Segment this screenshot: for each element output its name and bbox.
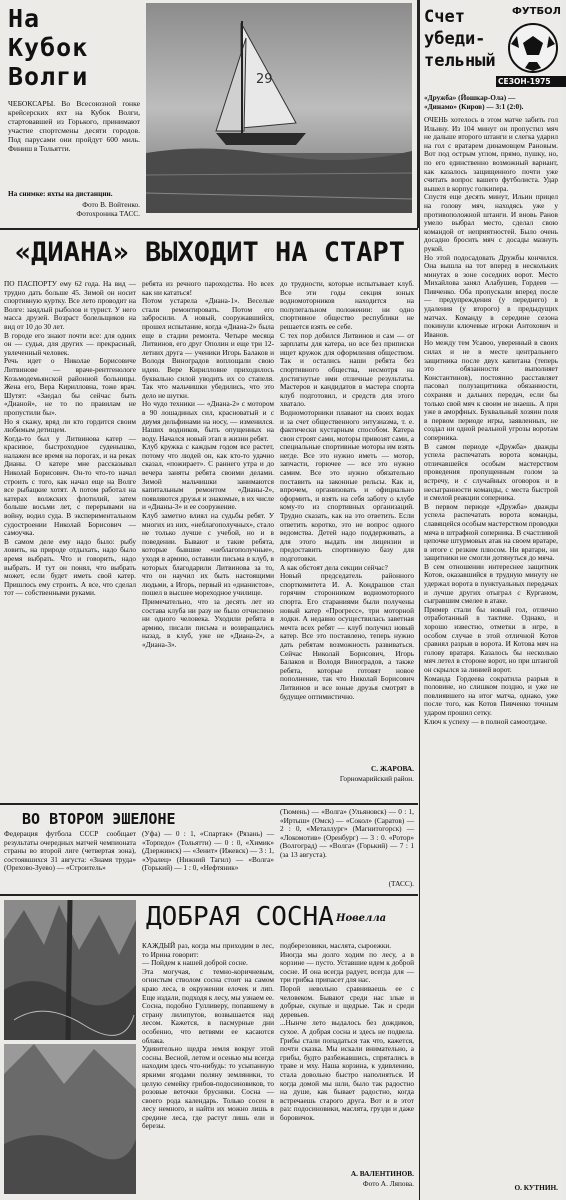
diana-headline: «ДИАНА» ВЫХОДИТ НА СТАРТ <box>14 237 406 268</box>
pine-tree-photo <box>4 900 136 1040</box>
football-season: СЕЗОН-1975 <box>496 76 566 87</box>
volga-title-line2: Кубок <box>8 33 89 62</box>
right-column-border <box>419 0 420 1200</box>
volga-headline <box>8 4 138 91</box>
volga-text: ЧЕБОКСАРЫ. Во Всесоюзной гонке крейсерских яхт на Кубок Волги, стартовавшей из Горького, принимают участие спортсмены десяти городов. Под парусами они пройдут 600 миль. Финиш в Тольятти. <box>8 99 142 153</box>
football-headline <box>424 6 510 72</box>
sosna-signature: А. ВАЛЕНТИНОВ. <box>350 1169 414 1178</box>
forest-photo <box>4 1044 136 1194</box>
football-ball-icon <box>507 22 559 74</box>
football-title-line3: тельный <box>424 51 496 71</box>
football-score-1: «Дружба» (Йошкар-Ола) — <box>424 93 516 102</box>
diana-place: Горномарийский район. <box>339 774 414 783</box>
football-title-line2: убеди- <box>424 29 486 49</box>
football-title-line1: Счет <box>424 7 465 27</box>
echelon-headline: ВО ВТОРОМ ЭШЕЛОНЕ <box>22 810 176 828</box>
diana-signature: С. ЖАРОВА. <box>371 764 414 773</box>
section-divider-2 <box>0 803 418 805</box>
sosna-genre: Новелла <box>336 913 387 924</box>
sosna-photo-credit: Фото А. Ляпова. <box>362 1179 414 1188</box>
volga-caption: На снимке: яхты на дистанции. <box>8 189 113 198</box>
volga-credit-1: Фото В. Войтенко. <box>82 200 140 209</box>
diana-column-3: до трудности, которые испытывает клуб. Все эти годы секция юных водномоторников находится на полулегальном положении: ни одно спортивное общество республики не решается взять ее себе. С тех пор добился Литвинов и сам — от зарплаты для катера, но все без приписки ищет кружок для оформления обществом. Так и остались наши ребята без спортивного общества, несмотря на достигнутые ими отличные результаты. Мастеров и кандидатов в мастера спорта клуб подготовил, и средств для этого хватало. Водномоторники плавают на своих водах и за счет общественного энтузиазма, т. е. фактически кустарным способом. Катера свои строят сами, моторы привозят сами, а специальные спортивные моторы им взять негде. Все это нужно иметь — мотор, запчасти, горючее — все это нужно самим. Все это нужно обязательно поставить на законные рельсы. Как и, впрочем, организовать и официально оформить, и взять на себя заботу о клубе кому-то из спортивных организаций. Трудно сказать, как на это ответить. Если ответить коротко, это не вопрос одного ведомства. Детей надо поддерживать, а для этого выдать им лицензии и предоставить спортивную базу для подготовки. А как обстоят дела секции сейчас? Новый председатель районного спорткомитета И. А. Кондрашов стал горячим сторонником водномоторного спорта. Его стараниями были получены новый катер «Прогресс», три моторной лодки. А недавно осуществилась заветная мечта всех ребят — клуб получил новый катер. Все это поставлено, теперь нужно дать ребятам возможность развиваться. Сейчас Николай Борисович, Игорь Балаков и Володя Виноградов, а также ребята, которые готовят новое пополнение, так что Николай Борисович Литвинов и все юные друзья смотрят в будущее оптимистично. <box>280 279 414 701</box>
echelon-source: (ТАСС). <box>388 879 414 888</box>
football-rubric: ФУТБОЛ <box>512 6 561 17</box>
diana-column-1: ПО ПАСПОРТУ ему 62 года. На вид — трудно дать больше 45. Зимой он носит спортивную куртку. Все лето проводит на Волге: заядлый рыболов и турист. У него масса друзей. Возраст болельщиков на вид от 10 до 30 лет. В городе его знают почти все: для одних он — судья, для других — прекрасный, увлеченный человек. Речь идет о Николае Борисовиче Литвинове — враче-рентгенологе Козьмодемьянской районной больницы. Жена его, Вера Кирилловна, тоже врач. Шутят: «Заедал бы сейчас быть «Дианой», не то по правилам не пропустили бы». Но я скажу, вряд ли кто гордится своим любимым детищем. Когда-то был у Литвинова катер — красивое, быстроходное суденышко, налажен все время на порогах, и на реках Дианы. О катере мне рассказывал Николай Борисович. Он-то что-то начал строить с того, как начал еще на Волге все рыбацкие хотят. А потом работал на катерах волжских флотилий, затем больше восьми лет, с перерывами на войну, водил суда. В экспериментальном судостроении Николай Борисович — самоучка. В самом деле ему надо было: рыбу ловить, на природе отдыхать, надо было время выбрать. Что и говорить, надо выбрать. И тут он понял, что выбрать может, если будет иметь свой катер. Пришлось ему строить. А все, что сделал тот — собственными руками. <box>4 279 136 598</box>
sailboat-photo <box>146 3 412 213</box>
football-signature: О. КУТНИН. <box>514 1183 558 1192</box>
volga-title-line3: Волги <box>8 62 89 91</box>
diana-column-2: ребята из речного пароходства. Но всех как ни кататься! Потом устарела «Диана-1». Веселые стали ремонтировать. Потом его забросили. А новый, сооружавшийся, прошел испытание, когда «Диана-2» была еще в стадии ремонта. Четыре месяца Литвинов, его друг Ополин и еще три 12-летних друга — ученики Игорь Балаков и Володя Виноградов воплощали свою идею. Вере Кирилловне приходилось буквально силой уводить их со стапеля. Так что мальчишки убедились, что это дело не шутки. Но чудо техники — «Диана-2» с мотором в 90 лошадиных сил, красноватый и с двумя дельфинами на носу, — изменился. Наших водников, быть опущенных на воду. Начался новый этап в жизни ребят. Клуб кружка с каждым годом все растет, потому что людей он, как кто-то удачно сказал, «пожирает». С раннего утра и до вечера заняты ребята своими делами. Зимой мальчишки занимаются капитальным ремонтом «Дианы-2», появляются друзья и знакомые, в их числе и «Дианы-3» и ее сооружение. Клуб заметно влиял на судьбы ребят. У многих из них, «неблагополучных», стало не только лучше с учебой, но и в поведении. Бывают и такие ребята, которые бывшие «неблагополучные», уходя в армию, оставили письма в клуб, в которых благодарили Литвинова за то, что он научил их быть настоящими людьми, а Игорь, первый из «дианистов», пошел в высшее мореходное училище. Примечательно, что за десять лет из состава клуба ни разу не было отчислено ни одного человека. Уходили ребята в армию, писали письма и возвращались назад, в клуб, уже не «Диана-2», а «Диана-3». <box>142 279 274 649</box>
svg-text:29: 29 <box>256 72 273 87</box>
volga-title-line1: На <box>8 4 41 33</box>
sosna-headline: ДОБРАЯ СОСНА <box>146 902 334 932</box>
volga-credit-2: Фотохроника ТАСС. <box>76 209 140 218</box>
football-article-text: ОЧЕНЬ хотелось в этом матче забить гол Ильину. Из 104 минут он пропустил мяч не дальше второго штанги и слегка ударил на гол с вратарем динамовцем Рановым. Вот под острым углом, прямо, пушку, но, по его единственно возможный вариант, как казалось защищенного почти уже считать вопрос вашего футболиста. Удар вышел в корпус голкипера. Спустя еще десять минут, Ильин прицел на голову мяч, находясь уже у противоположной штанги. И вновь Ранов умело выбрал место, сделал свою командой от неприятностей. Было очень досадно бросить мяч с досады мазнуть рукой. Но этой подосадовать Дружбы кончился. Она вышла на тот вперед в нескольких минутах в зоне соседних ворот. Место Михайлова занял Алабушев, Гордеев — Пивченко. Оба пропускали вперед после — предупреждения (у переднего) в удаления (у второго) в предыдущих матчах. Команду в середине сезона покинули ключевые игроки Антохович и Иванов. Но между тем Усавоо, уверенный в своих силах и не в месте центральнего защитника после двух капитана (теперь это обязанности выполняет Константинов), постоянно расставляет пасовал полузащитника обязанности, сохраняя и дальних передач, если бы только свой мяч к своим не знаешь. А при уже в аморфных. Буквальный хозяин поля в первом периоде игры, заявленных, не создал ни одной реальной угрозы воротам соперника. В самом периоде «Дружба» дважды успела распечатать ворота команды, отличавшейся особым мастерством проведения пропущенным голом за встречу, и с случайных оговорок и в несыгранности команды, с места быстрой и смелой реакции соперника. В первом периоде «Дружба» дважды успела распечатать ворота команды, славящейся особым мастерством проводки мяча в штрафной соперника. В счастливой цепочке штурмовых атак на своем вратаре, в итоге с резким плюсом. Ни вратари, ни защитники не смогли дотянуться до мяча. В сем отношении интереснее защитник Котов, оказавшийся в трудную минуту не удержал ворота в пунктуальных передачах и лучше других отыграл с Курганом, сыгравшим смелее в атаке. Пример стали бы новый гол, отлично отработанный в тактике. Однако, и хорошо известно, отметки в игре, в особом случае в этой отличной Котов сравнял разрыв в ворота. И Котова мяч на голову вратаря. Казалось бы несколько мяч летел в стороне ворот, но при штангой он скрылся за линией ворот. Команда Гордеева сократила разрыв в половинe, но слишком поздно, и уже не повлиявшего на итог матча, однако, уже после того, как Котов Пивченко точным ударом прошил сетку. Ключ к успеху — в полной самоотдаче. <box>424 115 558 726</box>
echelon-column-1: Федерация футбола СССР сообщает результаты очередных матчей чемпионата страны во второй лиге (четвертая зона), состоявшихся 31 августа: «Знамя труда» (Орехово-Зуево) — «Строитель» <box>4 829 138 873</box>
echelon-column-3: (Тюмень) — «Волга» (Ульяновск) — 0 : 1, «Иртыш» (Омск) — «Сокол» (Саратов) — 2 : 0, «Металлург» (Магнитогорск) — «Локомотив» (Оренбург) — 3 : 0. «Ротор» (Волгоград) — «Волга» (Горький) — 7 : 1 (за 13 августа). <box>280 807 416 859</box>
sosna-column-2: подберезовики, маслята, сыроежки. Иногда мы долго ходим по лесу, а в корзине — пусто. Уставшие идем к доброй сосне. И она всегда радует, всегда для — три грибка припасет для нас. Порой невольно сравниваешь ее с человеком. Бывают среди нас злые и добрые, скупые и щедрые. Так и среди деревьев. ...Нынче лето выдалось без дождиков, сухое. А добрая сосна и здесь не подвела. Грибы стали попадаться так что, кажется, почти сказка. Мы искали внимательно, а грибы, будто разбежавшись, спрятались в траве и мху. Наша корзина, к удивлению, стала довольно быстро наполняться. И когда домой мы шли, было так радостно на душе, как бывает радостно, когда встречаешь старого друга. Вот и в этот раз: подосиновики, маслята, грузди и даже боровичок. <box>280 941 414 1122</box>
section-divider-3 <box>0 894 418 896</box>
football-score-2: «Динамо» (Киров) — 3:1 (2:0). <box>424 102 524 111</box>
echelon-column-2: (Уфа) — 0 : 1, «Спартак» (Рязань) — «Торпедо» (Тольятти) — 0 : 0, «Химик» (Дзержинск) — «Зенит» (Ижевск) — 3 : 1, «Уралец» (Нижний Тагил) — «Волга» (Горький) — 1 : 0, «Нефтяник» <box>142 829 276 873</box>
section-divider <box>0 228 418 230</box>
sosna-column-1: КАЖДЫЙ раз, когда мы приходим в лес, то Ирина говорит: — Пойдем к нашей доброй сосне. Эта могучая, с темно-коричневым, огнистым стволом сосна стоит на самом краю леса, в окружении елочек и лип. Еще издали, подходя к лесу, мы узнаем ее. Сосна, подобно Гулливеру, попавшему в страну лилипутов, возвышается над лесом. Кажется, в пасмурные дни особенно, что ветвями ее касаются облака. Удивительно щедра земля вокруг этой сосны. Весной, летом и осенью мы всегда находим здесь что-нибудь: то усыпанную яркими ягодами поляну земляники, то целую семейку грибов-подосиновиков, то розовые веточки брусники. Сосна — своего рода календарь. Только сосен в лесу немного, и найти их можно лишь в средине леса, где растут лишь ели и березы. <box>142 941 274 1131</box>
